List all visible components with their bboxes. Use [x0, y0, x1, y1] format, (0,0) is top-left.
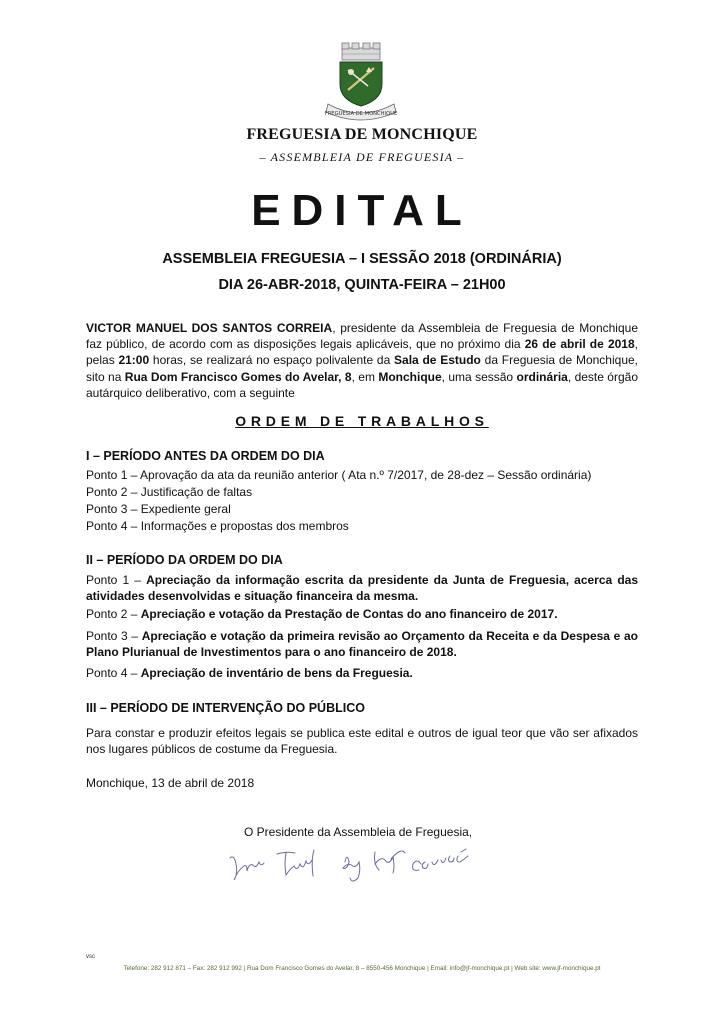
item-text: Apreciação e votação da primeira revisão ao Orçamento da Receita e da Despesa e ao Plano Plurianual de Investimentos para o ano financeiro de 2018. [86, 629, 638, 659]
intro-text: , pelas [86, 337, 638, 368]
meeting-date-line: DIA 26-ABR-2018, QUINTA-FEIRA – 21H00 [218, 277, 506, 293]
agenda-heading-text: ORDEM DE TRABALHOS [235, 413, 489, 429]
section-1-item: Ponto 3 – Expediente geral [86, 502, 231, 516]
intro-date: 26 de abril de 2018 [524, 337, 635, 352]
intro-text: , uma sessão [441, 369, 517, 384]
agenda-heading [0, 413, 724, 429]
svg-text:FREGUESIA DE MONCHIQUE: FREGUESIA DE MONCHIQUE [324, 111, 398, 117]
intro-text: horas, se realizará no espaço polivalente da [149, 353, 395, 368]
section-2-item [86, 573, 638, 604]
initials: vsc [86, 954, 95, 960]
section-2-item [86, 629, 638, 660]
section-2-title: II – PERÍODO DA ORDEM DO DIA [86, 553, 283, 567]
intro-address: Rua Dom Francisco Gomes do Avelar, 8 [124, 369, 352, 384]
president-name: VICTOR MANUEL DOS SANTOS CORREIA [86, 321, 333, 335]
intro-text: , deste órgão autárquico deliberativo, com a seguinte [86, 369, 638, 400]
item-text: Apreciação e votação da Prestação de Contas do ano financeiro de 2017. [140, 607, 558, 621]
session-line: ASSEMBLEIA FREGUESIA – I SESSÃO 2018 (ORDINÁRIA) [162, 251, 562, 267]
closing-paragraph: Para constar e produzir efeitos legais se publica este edital e outros de igual teor que vão ser afixados nos lugares públicos de costume da Freguesia. [86, 726, 638, 757]
intro-session-type: ordinária [516, 369, 568, 384]
document-title: EDITAL [251, 186, 473, 235]
item-label: Ponto 3 – [86, 629, 142, 643]
item-label: Ponto 2 – [86, 607, 141, 621]
item-label: Ponto 4 – [86, 666, 141, 680]
section-3-title: III – PERÍODO DE INTERVENÇÃO DO PÚBLICO [86, 701, 365, 715]
section-1-item: Ponto 2 – Justificação de faltas [86, 485, 253, 499]
intro-text: , em [351, 369, 379, 384]
intro-town: Monchique [378, 369, 442, 384]
section-2-item [86, 666, 638, 682]
section-1-item: Ponto 1 – Aprovação da ata da reunião anterior ( Ata n.º 7/2017, de 28-dez – Sessão ordinária) [86, 468, 592, 482]
intro-time: 21:00 [118, 353, 150, 368]
place-and-date: Monchique, 13 de abril de 2018 [86, 776, 255, 790]
signatory-title: O Presidente da Assembleia de Freguesia, [244, 825, 473, 839]
intro-venue: Sala de Estudo [394, 353, 481, 368]
section-2-item [86, 607, 638, 623]
footer-contact: Telefone: 282 912 871 – Fax: 282 912 992 | Rua Dom Francisco Gomes do Avelar, 8 – 8550-456 Monchique | Email: info@jf-monchique.pt | Web site: www.jf-monchique.pt [123, 965, 601, 972]
organization-subtitle: – ASSEMBLEIA DE FREGUESIA – [259, 150, 465, 164]
organization-name: FREGUESIA DE MONCHIQUE [246, 126, 478, 143]
intro-paragraph [86, 320, 638, 401]
item-label: Ponto 1 – [86, 573, 147, 587]
item-text: Apreciação da informação escrita da presidente da Junta de Freguesia, acerca das atividades desenvolvidas e situação financeira da mesma. [86, 573, 638, 603]
item-text: Apreciação de inventário de bens da Freguesia. [140, 666, 413, 680]
signature [225, 846, 495, 886]
section-1-title: I – PERÍODO ANTES DA ORDEM DO DIA [86, 449, 325, 463]
section-1-item: Ponto 4 – Informações e propostas dos membros [86, 519, 349, 533]
intro-text: da Freguesia de Monchique, sito na [86, 353, 639, 384]
parish-crest [318, 42, 404, 122]
intro-text: , presidente da Assembleia de Freguesia de Monchique faz público, de acordo com as disposições legais aplicáveis, que no próximo dia [86, 321, 638, 352]
